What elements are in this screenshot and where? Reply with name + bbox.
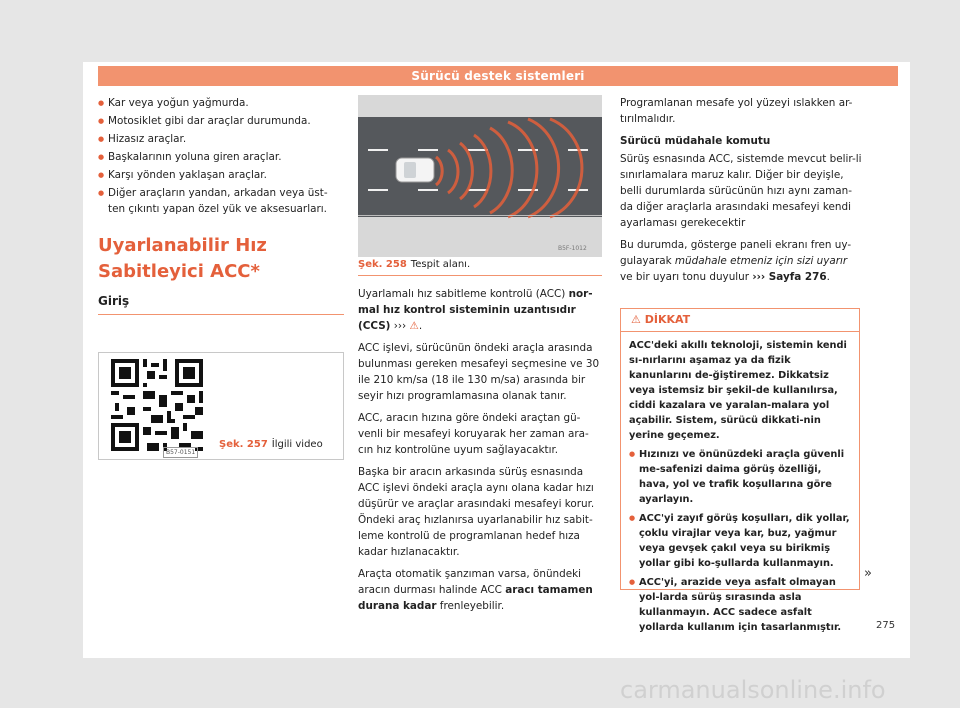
road-illustration [358,95,602,257]
figure-258 [358,95,602,257]
paragraph: Başka bir aracın arkasında sürüş esnasında ACC işlevi öndeki araçla aynı olana kadar hızı düşürür ve araçlar arasındaki mesafeyi korur. Öndeki araç hızlanırsa uyarlanabilir hız sabit-leme kontrolü de programlanan hedef hıza kadar hızlanacaktır. [358,466,595,558]
list-item: ● Kar veya yoğun yağmurda. [98,95,344,111]
text: . [826,271,830,283]
column-1 [98,95,344,325]
figure-257[interactable] [98,352,344,460]
paragraph: Sürüş esnasında ACC, sistemde mevcut belir-li sınırlamalara maruz kalır. Diğer bir deyişle, belli durumlarda sürücünün hızı aynı zaman-da diğer araçlarla arasındaki mesafeyi kendi ayarlaması gerekecektir [620,153,862,229]
figure-number: Şek. 257 [219,439,268,450]
watermark: carmanualsonline.info [620,676,886,704]
arrow-ref[interactable]: ››› [390,320,410,332]
page-number: 275 [876,620,896,631]
figure-caption [219,439,323,450]
list-item: ● Diğer araçların yandan, arkadan veya üst-ten çıkıntı yapan özel yük ve aksesuarları. [98,185,344,217]
sub-title: Giriş [98,293,344,315]
text: Bu durumda, gösterge paneli ekranı fren uy-gulayarak [620,239,852,267]
figure-number: Şek. 258 [358,259,407,270]
page-header: Sürücü destek sistemleri [98,66,898,86]
column-3 [620,95,862,291]
figure-caption-text: İlgili video [271,439,323,450]
figure-code: B57-0151 [163,447,198,458]
warning-bullet: ● Hızınızı ve önünüzdeki araçla güvenli me-safenizi daima görüş özelliği, hava, yol ve trafik koşullarına göre ayarlayın. [629,447,851,507]
warning-bullet: ● ACC'yi, arazide veya asfalt olmayan yol-larda sürüş sırasında asla kullanmayın. ACC sadece asfalt yollarda kullanım için tasarlanmıştır. [629,575,851,635]
continue-mark: » [864,566,872,581]
figure-code: B5F-1012 [558,245,587,252]
sub-heading: Sürücü müdahale komutu [620,135,771,147]
list-item: ● Başkalarının yoluna giren araçlar. [98,149,344,165]
warning-body [621,332,859,643]
text: Uyarlamalı hız sabitleme kontrolü (ACC) [358,288,569,300]
bold-text: aracı tamamen durana kadar [358,584,593,612]
warning-bullet: ● ACC'yi zayıf görüş koşulları, dik yollar, çoklu virajlar veya kar, buz, yağmur veya gevşek çakıl veya su birikmiş yollar gibi ko-şullarda kullanmayın. [629,511,851,571]
figure-caption [358,259,470,270]
warning-title: DİKKAT [644,313,691,326]
text: ve bir uyarı tonu duyulur [620,271,753,283]
paragraph: ACC, aracın hızına göre öndeki araçtan gü-venli bir mesafeyi koruyarak her zaman ara-cın hız kontrolüne uyum sağlayacaktır. [358,412,589,456]
text: frenleyebilir. [436,600,505,612]
paragraph: Uyarlamalı hız sabitleme kontrolü (ACC) nor-mal hız kontrol sisteminin uzantısıdır (CCS) ››› ⚠. [358,288,593,332]
italic-text: müdahale etmeniz için sizi uyarır [674,255,848,267]
list-item: ● Motosiklet gibi dar araçlar durumunda. [98,113,344,129]
qr-code-icon [107,355,207,455]
warning-triangle-icon: ⚠ [409,320,419,332]
warning-box [620,308,860,633]
text: Araçta otomatik şanzıman varsa, önündeki aracın durması halinde ACC [358,568,582,596]
figure-caption-text: Tespit alanı. [410,259,471,270]
warning-text: ACC'deki akıllı teknoloji, sistemin kendi sı-nırlarını aşamaz ya da fizik kanunlarını de-ğiştiremez. Dikkatsiz veya istemsiz bir şekil-de kullanılırsa, ciddi kazalara ve yaralan-malara yol açabilir. Sistem, sürücü dikkati-nin yerine geçemez. [629,340,847,441]
bold-text: nor-mal hız kontrol sisteminin uzantısıdır (CCS) [358,288,593,332]
column-2 [358,286,602,620]
warning-triangle-icon: ⚠ [631,313,641,326]
list-item: ● Karşı yönden yaklaşan araçlar. [98,167,344,183]
section-title: Uyarlanabilir Hız Sabitleyici ACC* [98,235,267,282]
caption-divider [358,275,602,276]
paragraph [358,566,602,614]
page-link[interactable]: ››› Sayfa 276 [752,271,827,283]
paragraph: Programlanan mesafe yol yüzeyi ıslakken ar-tırılmalıdır. [620,97,853,125]
warning-header [621,309,859,332]
paragraph: ACC işlevi, sürücünün öndeki araçla arasında bulunması gereken mesafeyi seçmesine ve 30 ile 210 km/sa (18 ile 130 m/sa) arasında bir seyir hızı programlamasına olanak tanır. [358,342,600,402]
paragraph [620,237,862,285]
list-item: ● Hizasız araçlar. [98,131,344,147]
